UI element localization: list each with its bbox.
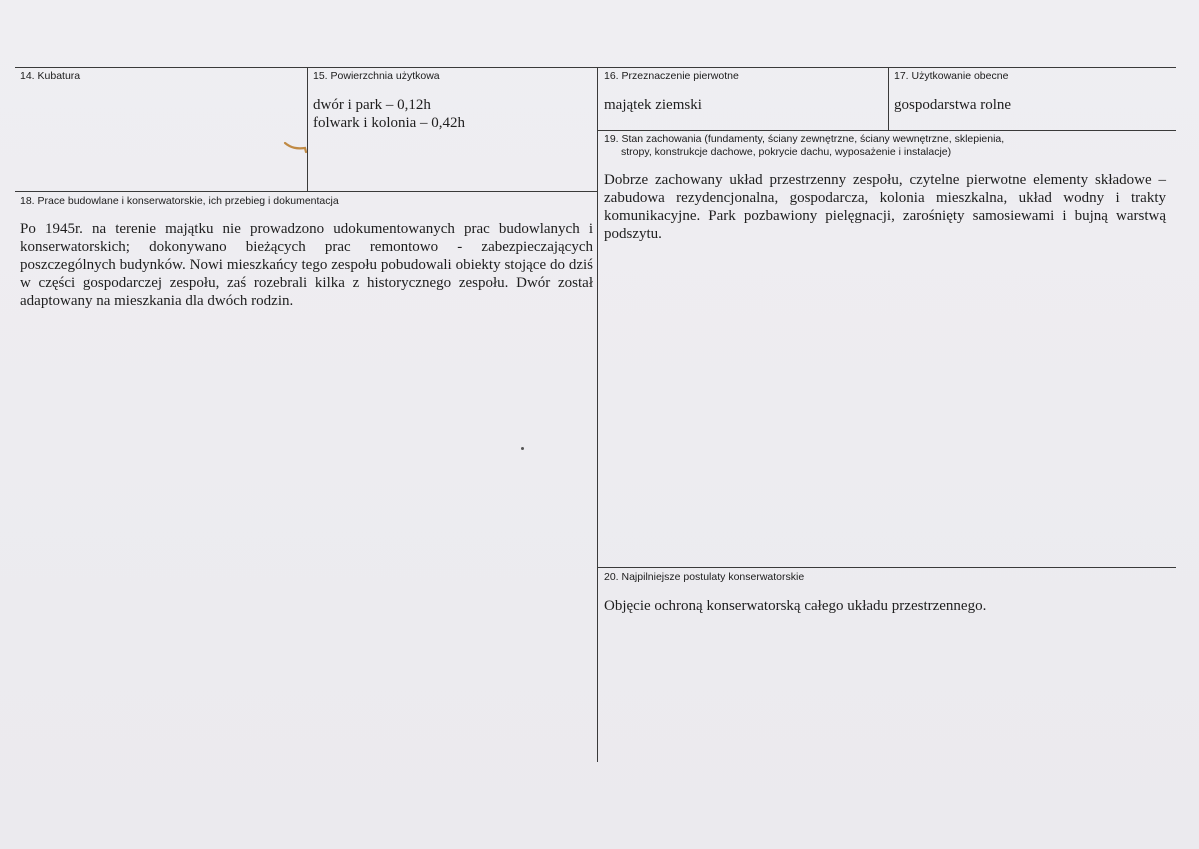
field-15-value-line1: dwór i park – 0,12h (313, 97, 431, 113)
ink-smudge-icon (283, 140, 309, 156)
field-19-label-line2: stropy, konstrukcje dachowe, pokrycie dachu, wyposażenie i instalacje) (621, 146, 952, 158)
field-17-label: 17. Użytkowanie obecne (894, 70, 1009, 82)
divider-16-19 (597, 130, 1176, 131)
field-14-label: 14. Kubatura (20, 70, 81, 82)
field-18-value: Po 1945r. na terenie majątku nie prowadzono udokumentowanych prac budowlanych i konserwatorskich; dokonywano bieżących prac remontowo - zabezpieczających poszczególnych budynków. Nowi mieszkańcy tego zespołu pobudowali obiekty stojące do dziś w części gospodarczej zespołu, zaś rozebrali kilka z historycznego zespołu. Dwór został adaptowany na mieszkania dla dwóch rodzin. (20, 221, 593, 309)
field-19-label-line1: 19. Stan zachowania (fundamenty, ściany zewnętrzne, ściany wewnętrzne, sklepienia, (604, 133, 1005, 145)
field-20-label: 20. Najpilniejsze postulaty konserwatorskie (604, 571, 805, 583)
field-20-value: Objęcie ochroną konserwatorską całego układu przestrzennego. (604, 598, 987, 614)
field-18-label: 18. Prace budowlane i konserwatorskie, ich przebieg i dokumentacja (20, 195, 339, 207)
field-15-label: 15. Powierzchnia użytkowa (313, 70, 440, 82)
divider-14-15 (307, 67, 308, 191)
field-16-label: 16. Przeznaczenie pierwotne (604, 70, 739, 82)
field-15-value-line2: folwark i kolonia – 0,42h (313, 115, 466, 131)
field-19-value: Dobrze zachowany układ przestrzenny zespołu, czytelne pierwotne elementy składowe – zabudowa rezydencjonalna, gospodarcza, kolonia mieszkalna, układ wodny i trakty komunikacyjne. Park pozbawiony pielęgnacji, zarośnięty samosiewami i bujną warstwą podszytu. (604, 172, 1166, 242)
center-divider (597, 67, 598, 762)
paper-speck (521, 447, 524, 450)
divider-16-17 (888, 67, 889, 130)
divider-14-18 (15, 191, 598, 192)
field-16-value: majątek ziemski (604, 97, 702, 113)
field-17-value: gospodarstwa rolne (894, 97, 1012, 113)
divider-19-20 (597, 567, 1176, 568)
top-border-line (15, 67, 1176, 68)
